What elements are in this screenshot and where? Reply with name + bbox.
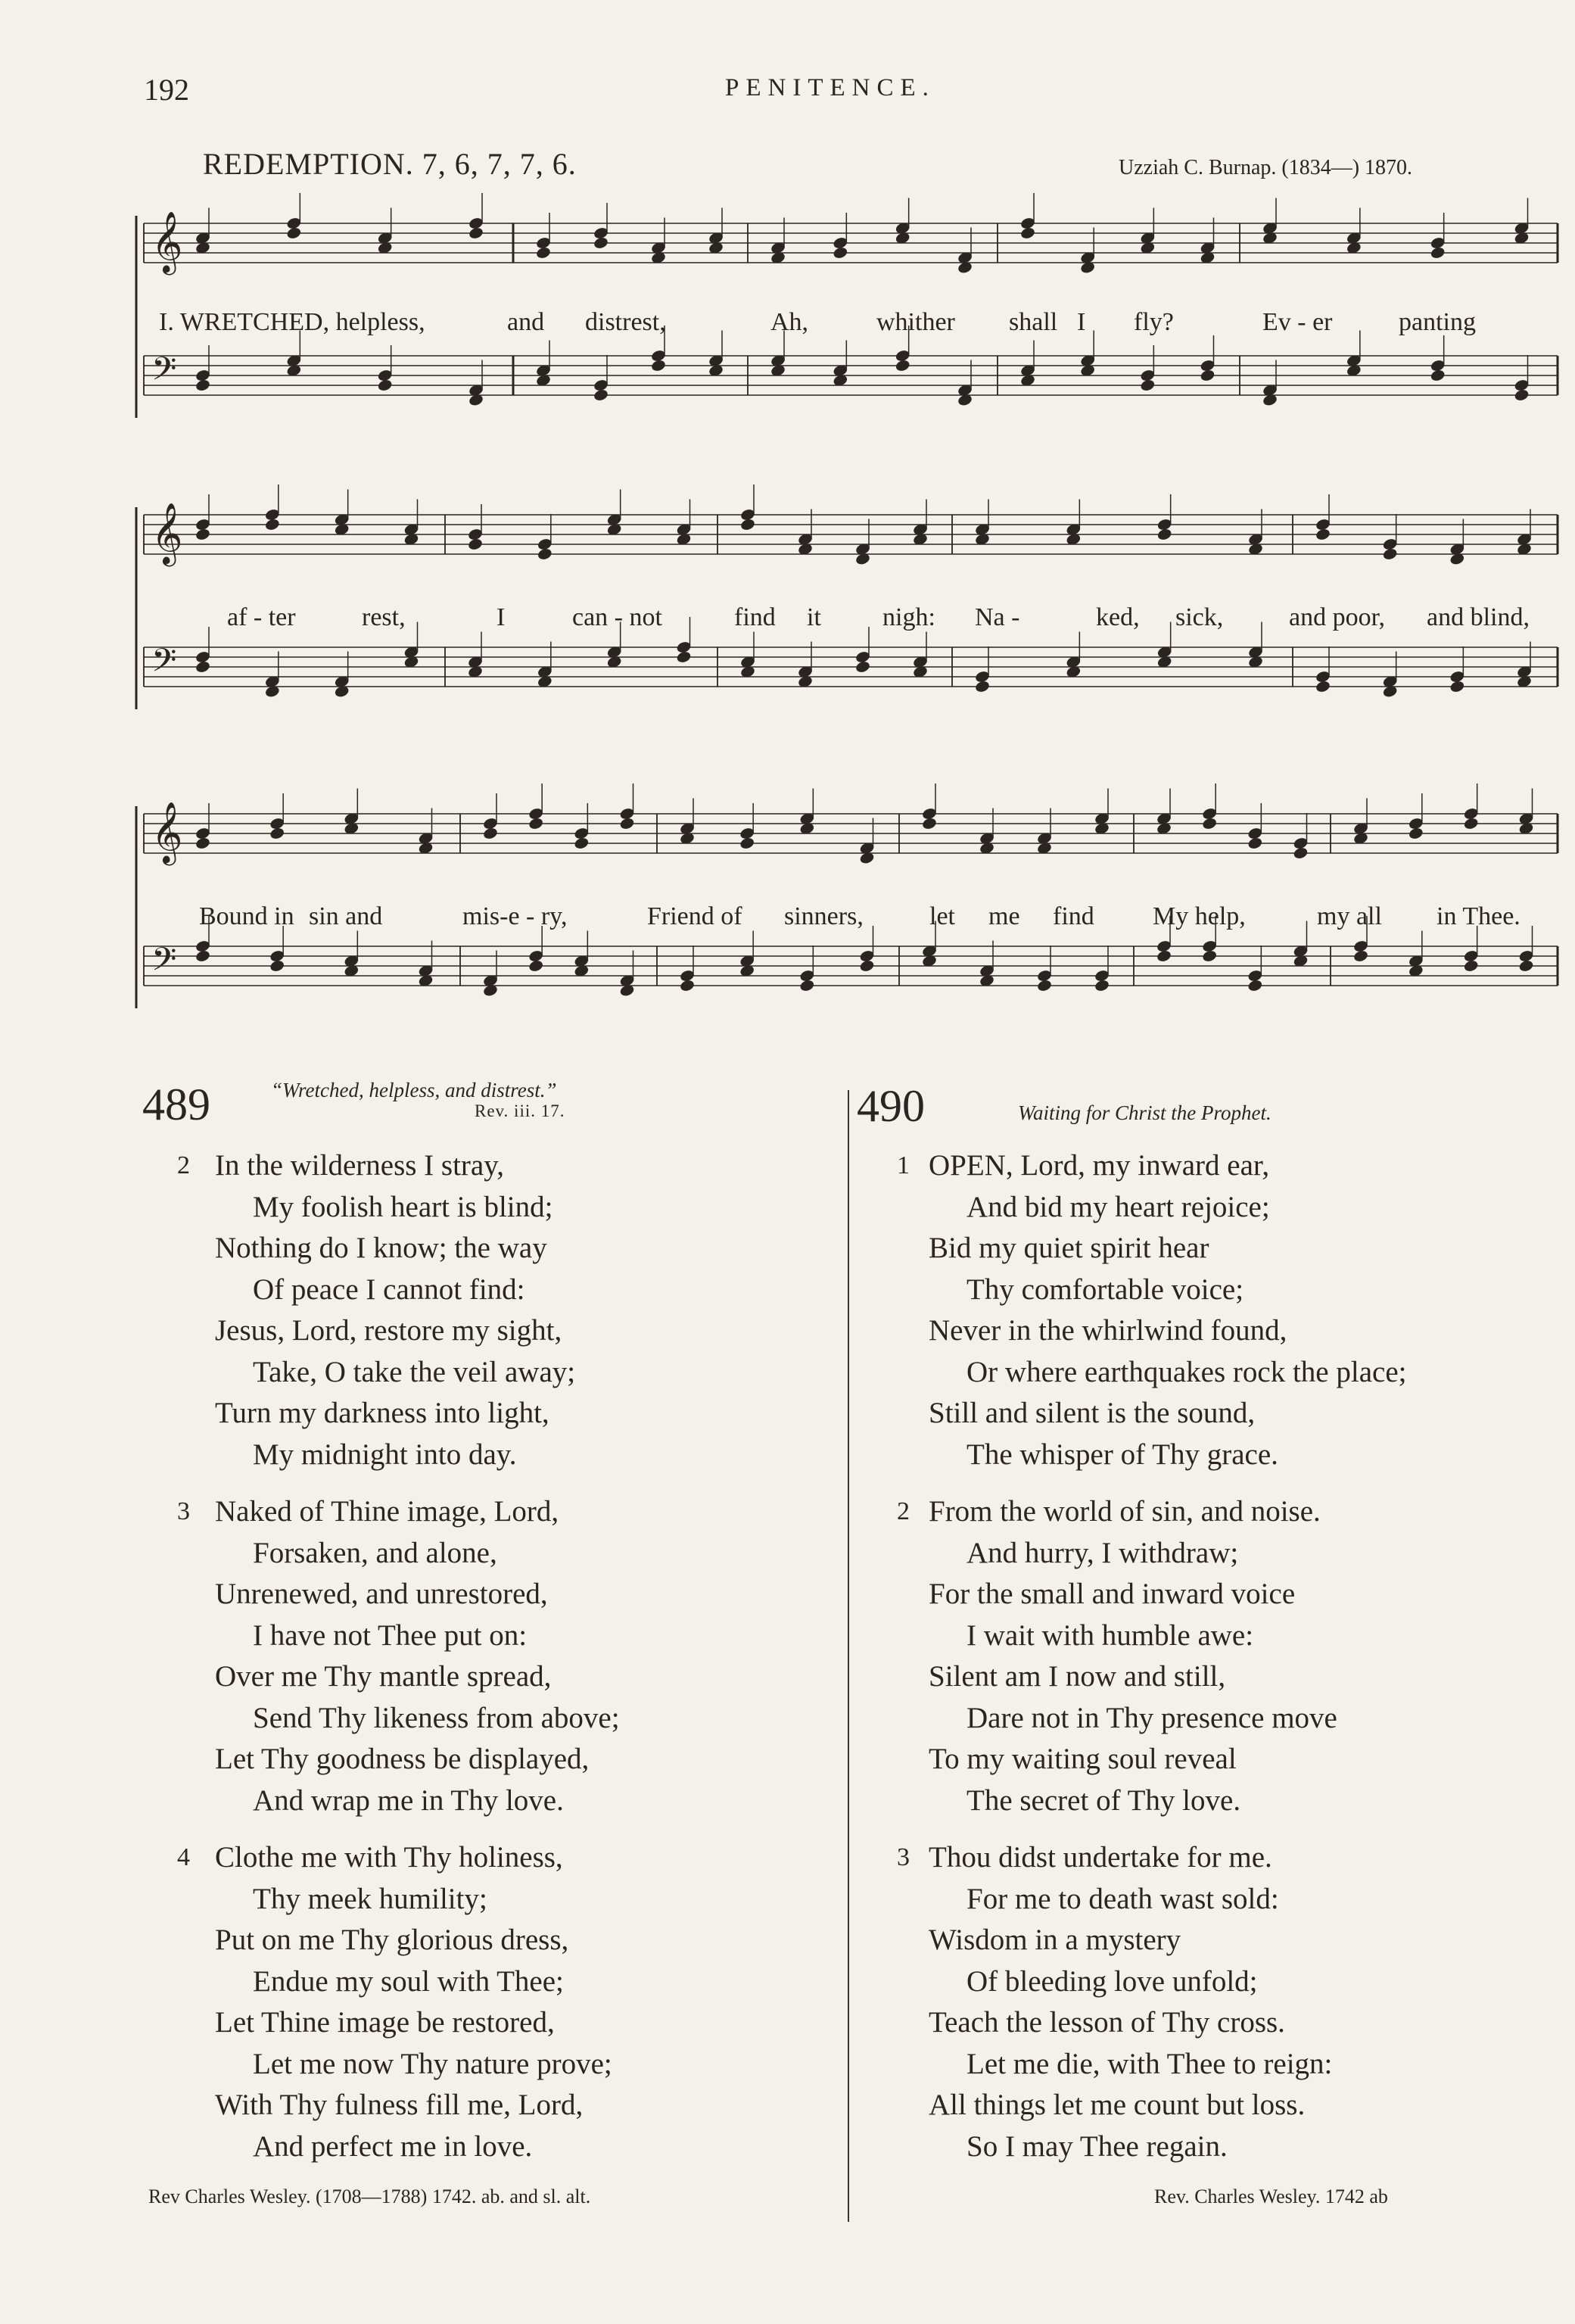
- verse-line: Over me Thy mantle spread,: [215, 1660, 552, 1693]
- lyric-syllable: mis-e - ry,: [462, 902, 568, 930]
- verse-line: OPEN, Lord, my inward ear,: [929, 1149, 1270, 1182]
- verse-line: Dare not in Thy presence move: [966, 1701, 1337, 1734]
- lyric-syllable: nigh:: [882, 603, 935, 631]
- lyric-syllable: fly?: [1134, 308, 1174, 336]
- lyric-syllable: I: [496, 603, 506, 631]
- lyric-syllable: let: [929, 902, 955, 930]
- verse-line: The secret of Thy love.: [966, 1783, 1241, 1817]
- tune-title: REDEMPTION. 7, 6, 7, 7, 6.: [203, 147, 577, 181]
- lyric-syllable: find: [1053, 902, 1094, 930]
- lyric-syllable: whither: [876, 308, 955, 336]
- verse-line: Wisdom in a mystery: [929, 1924, 1181, 1956]
- hymn-number: 489: [142, 1079, 210, 1129]
- verse-line: Thy meek humility;: [253, 1882, 487, 1915]
- music-system-1: [135, 193, 1561, 443]
- lyric-syllable: panting: [1399, 308, 1476, 336]
- verse-line: For the small and inward voice: [929, 1578, 1296, 1610]
- lyric-syllable: sick,: [1175, 603, 1224, 631]
- lyric-syllable: Na -: [975, 603, 1020, 631]
- verse-line: Put on me Thy glorious dress,: [215, 1924, 569, 1956]
- verse-line: And perfect me in love.: [253, 2129, 533, 2163]
- svg-text:𝄢: 𝄢: [151, 642, 177, 687]
- verse-line: From the world of sin, and noise.: [929, 1495, 1321, 1528]
- verse-line: Let me die, with Thee to reign:: [966, 2047, 1333, 2080]
- stanza-number: 2: [177, 1151, 190, 1179]
- lyric-syllable: can - not: [572, 603, 662, 631]
- verse-line: In the wilderness I stray,: [215, 1149, 504, 1182]
- verse-line: All things let me count but loss.: [929, 2089, 1306, 2121]
- lyric-syllable: I. WRETCHED, helpless,: [159, 308, 425, 336]
- music-system-2: [135, 484, 1561, 742]
- svg-text:𝄞: 𝄞: [151, 502, 183, 564]
- verse-line: And wrap me in Thy love.: [253, 1783, 564, 1817]
- lyric-syllable: my all: [1317, 902, 1382, 930]
- page-number: 192: [144, 73, 189, 107]
- verse-line: Take, O take the veil away;: [253, 1355, 576, 1388]
- verse-line: Thy comfortable voice;: [966, 1273, 1244, 1306]
- lyric-syllable: rest,: [362, 603, 406, 631]
- lyric-syllable: ked,: [1096, 603, 1140, 631]
- verse-line: And bid my heart rejoice;: [966, 1190, 1270, 1223]
- verse-line: Never in the whirlwind found,: [929, 1314, 1287, 1347]
- lyric-syllable: it: [807, 603, 821, 631]
- verse-line: Turn my darkness into light,: [215, 1397, 549, 1429]
- svg-text:𝄢: 𝄢: [151, 941, 177, 986]
- column-divider: [848, 1090, 849, 2222]
- lyric-syllable: Ev - er: [1262, 308, 1333, 336]
- attribution: Rev. Charles Wesley. 1742 ab: [1154, 2185, 1388, 2207]
- verse-line: Of bleeding love unfold;: [966, 1964, 1258, 1998]
- running-head: PENITENCE.: [725, 74, 935, 101]
- stanza-number: 3: [897, 1843, 910, 1871]
- verse-line: Nothing do I know; the way: [215, 1232, 547, 1264]
- verse-line: Send Thy likeness from above;: [253, 1701, 620, 1734]
- verse-line: Jesus, Lord, restore my sight,: [215, 1314, 562, 1347]
- lyric-syllable: af - ter: [227, 603, 296, 631]
- lyric-syllable: sinners,: [784, 902, 864, 930]
- lyric-syllable: find: [734, 603, 776, 631]
- verse-line: With Thy fulness fill me, Lord,: [215, 2089, 584, 2121]
- attribution: Rev Charles Wesley. (1708—1788) 1742. ab. and sl. alt.: [148, 2185, 591, 2207]
- verse-line: Let me now Thy nature prove;: [253, 2047, 612, 2080]
- verse-line: Let Thy goodness be displayed,: [215, 1743, 590, 1775]
- lyric-syllable: and poor,: [1289, 603, 1386, 631]
- lyric-syllable: and: [507, 308, 545, 336]
- hymn-number: 490: [857, 1081, 925, 1131]
- verse-line: I wait with humble awe:: [966, 1618, 1254, 1652]
- lyric-syllable: me: [988, 902, 1020, 930]
- svg-text:𝄞: 𝄞: [151, 801, 183, 863]
- lyric-syllable: Bound in: [199, 902, 294, 930]
- stanza-number: 3: [177, 1497, 190, 1525]
- verse-line: My foolish heart is blind;: [253, 1190, 553, 1223]
- lyric-syllable: sin and: [309, 902, 383, 930]
- verse-line: Thou didst undertake for me.: [929, 1841, 1272, 1874]
- lyric-syllable: I: [1077, 308, 1086, 336]
- verse-line: Unrenewed, and unrestored,: [215, 1578, 548, 1610]
- verse-line: The whisper of Thy grace.: [966, 1438, 1278, 1471]
- svg-text:𝄞: 𝄞: [151, 210, 183, 273]
- verse-line: My midnight into day.: [253, 1438, 517, 1471]
- verse-line: Or where earthquakes rock the place;: [966, 1355, 1407, 1388]
- verse-line: And hurry, I withdraw;: [966, 1536, 1239, 1569]
- scripture-reference: Rev. iii. 17.: [475, 1101, 565, 1120]
- lyric-syllable: distrest,: [585, 308, 666, 336]
- lyric-syllable: in Thee.: [1436, 902, 1521, 930]
- lyric-syllable: Friend of: [647, 902, 742, 930]
- stanza-number: 2: [897, 1497, 910, 1525]
- stanza-number: 4: [177, 1843, 190, 1871]
- verse-line: Bid my quiet spirit hear: [929, 1232, 1209, 1264]
- verse-line: Clothe me with Thy holiness,: [215, 1841, 563, 1874]
- verse-line: Endue my soul with Thee;: [253, 1964, 564, 1998]
- verse-line: Teach the lesson of Thy cross.: [929, 2006, 1285, 2039]
- verse-line: Still and silent is the sound,: [929, 1397, 1256, 1429]
- lyric-syllable: My help,: [1153, 902, 1246, 930]
- verse-line: Of peace I cannot find:: [253, 1273, 525, 1306]
- verse-line: For me to death wast sold:: [966, 1882, 1279, 1915]
- verse-line: Let Thine image be restored,: [215, 2006, 555, 2039]
- lyric-syllable: Ah,: [770, 308, 809, 336]
- verse-line: So I may Thee regain.: [966, 2129, 1228, 2163]
- music-system-3: [135, 783, 1561, 1056]
- verse-line: I have not Thee put on:: [253, 1618, 528, 1652]
- verse-line: Forsaken, and alone,: [253, 1536, 497, 1569]
- lyric-syllable: and blind,: [1427, 603, 1530, 631]
- stanza-number: 1: [897, 1151, 910, 1179]
- svg-text:𝄢: 𝄢: [151, 350, 177, 396]
- verse-line: Silent am I now and still,: [929, 1660, 1226, 1693]
- lyric-syllable: shall: [1009, 308, 1058, 336]
- verse-line: Naked of Thine image, Lord,: [215, 1495, 559, 1528]
- hymn-title: Waiting for Christ the Prophet.: [1018, 1101, 1272, 1124]
- hymn-title: “Wretched, helpless, and distrest.”: [271, 1079, 557, 1101]
- verse-line: To my waiting soul reveal: [929, 1743, 1237, 1775]
- tune-composer: Uzziah C. Burnap. (1834—) 1870.: [1119, 156, 1413, 179]
